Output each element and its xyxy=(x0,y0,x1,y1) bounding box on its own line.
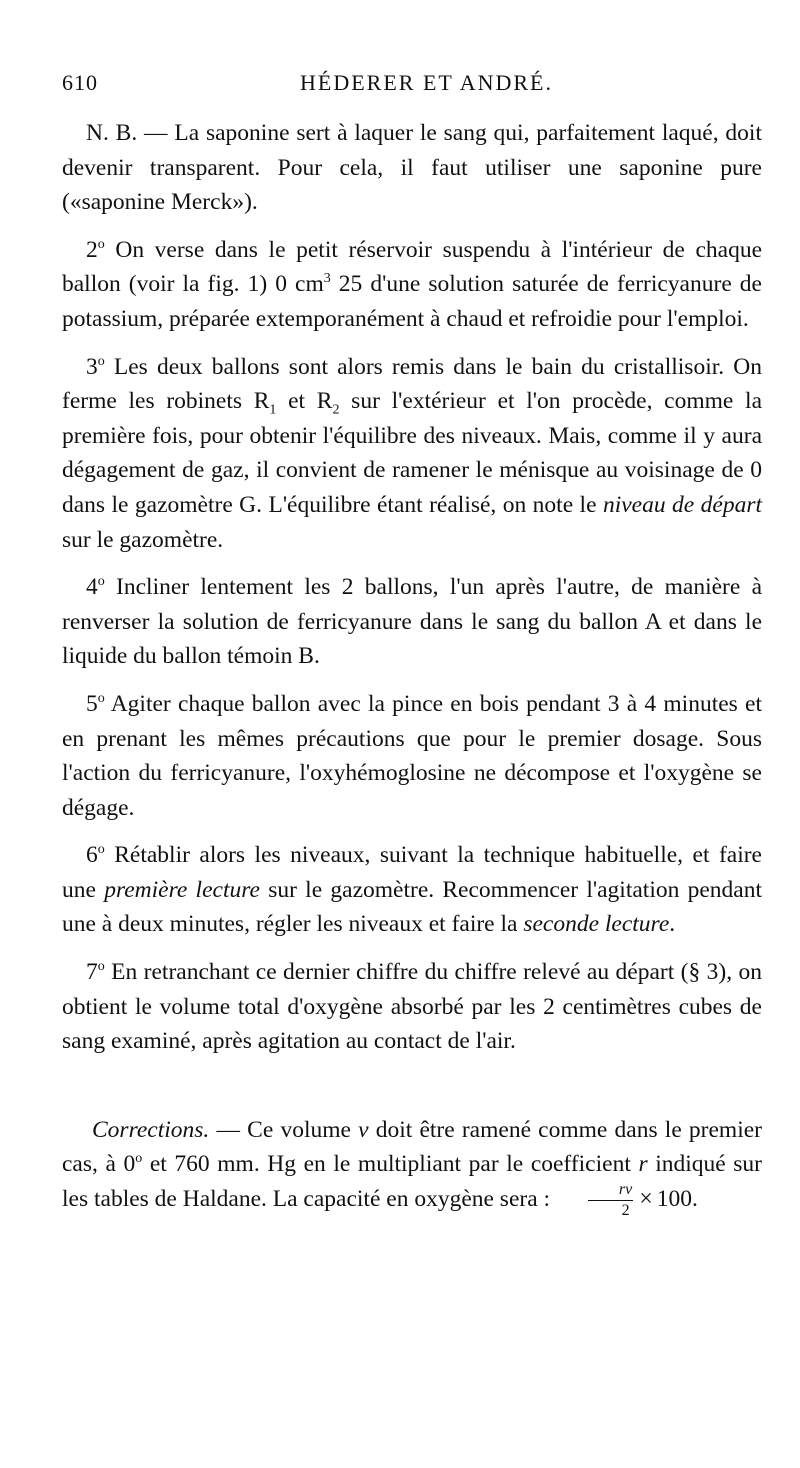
corrections-label: Corrections. xyxy=(92,1116,210,1143)
degree-sign: o xyxy=(135,1151,143,1167)
paragraph-step-5 xyxy=(62,687,762,825)
degree-sign: o xyxy=(97,691,105,707)
degree-sign: o xyxy=(97,574,105,590)
step-7-text: En retranchant ce dernier chiffre du chiffre relevé au départ (§ 3), on obtient le volume total d'oxygène absorbé par les 2 centimètres cubes de sang examiné, après agitation au contact de l'air. xyxy=(62,959,762,1055)
step-4-text: Incliner lentement les 2 ballons, l'un après l'autre, de manière à renverser la solution de ferricyanure dans le sang du ballon A et dans le liquide du ballon témoin B. xyxy=(62,574,762,670)
step-5-marker: 5 xyxy=(86,690,98,717)
running-title: HÉDERER ET ANDRÉ. xyxy=(300,70,553,95)
corrections-text-c: et 760 mm. Hg en le multipliant par le coefficient xyxy=(142,1151,639,1178)
step-2-marker: 2 xyxy=(86,236,98,263)
formula-numerator: rv xyxy=(588,1182,633,1201)
corrections-text-d: indiqué sur les tables de Haldane. La capacité en oxygène sera : xyxy=(62,1151,763,1213)
cube-exponent: 3 xyxy=(323,271,331,287)
paragraph-step-4 xyxy=(62,570,762,674)
formula-fraction xyxy=(588,1182,633,1219)
paragraph-nb xyxy=(62,116,762,220)
step-3-text-a: Les deux ballons sont alors remis dans le bain du cristallisoir. On ferme les robinets R xyxy=(62,353,762,415)
step-6-text-a: Rétablir alors les niveaux, suivant la technique habituelle, et faire une xyxy=(62,842,762,903)
degree-sign: o xyxy=(97,959,105,975)
paragraph-step-7 xyxy=(62,955,762,1059)
step-4-marker: 4 xyxy=(86,574,98,601)
nb-lead: N. B. xyxy=(86,120,138,146)
corrections-text-a: — Ce volume xyxy=(209,1116,359,1143)
paragraph-corrections xyxy=(62,1113,762,1219)
page-number: 610 xyxy=(62,70,98,95)
paragraph-step-2 xyxy=(62,233,762,337)
step-2-text-b: 25 d'une solution saturée de ferricyanure de potassium, préparée extemporanément à chaud et refroidie pour l'emploi. xyxy=(62,271,762,332)
paragraph-step-3 xyxy=(62,350,762,558)
book-page xyxy=(62,70,762,1219)
formula-denominator: 2 xyxy=(621,1202,630,1220)
degree-sign: o xyxy=(97,842,105,858)
step-3-marker: 3 xyxy=(86,353,98,380)
subscript-1: 1 xyxy=(269,402,277,418)
nb-text: — La saponine sert à laquer le sang qui, parfaitement laqué, doit devenir transparent. Pour cela, il faut utiliser une saponine pure («saponine Merck»). xyxy=(62,120,762,216)
formula-factor: 100. xyxy=(656,1186,698,1213)
step-3-text-b: et R xyxy=(276,388,333,415)
step-5-text: Agiter chaque ballon avec la pince en bois pendant 3 à 4 minutes et en prenant les mêmes précautions que pour le premier dosage. Sous l'action du ferricyanure, l'oxyhémoglosine ne décompose et l'oxygène se dégage. xyxy=(62,690,762,821)
variable-r: r xyxy=(638,1151,648,1178)
page-header xyxy=(62,70,762,104)
step-3-text-c: sur l'extérieur et l'on procède, comme la première fois, pour obtenir l'équilibre des niveaux. Mais, comme il y aura dégagement de gaz, il convient de ramener le ménisque au voisinage de 0 dans le gazomètre G. L'équilibre étant réalisé, on note le xyxy=(62,388,763,518)
degree-sign: o xyxy=(97,236,105,252)
corrections-text-b: doit être ramené comme dans le premier cas, à 0 xyxy=(62,1116,762,1178)
step-3-italic: niveau de départ xyxy=(602,491,762,518)
multiply-sign: × xyxy=(639,1186,653,1213)
paragraph-step-6 xyxy=(62,838,762,942)
step-6-italic-a: première lecture xyxy=(104,876,260,903)
step-6-text-b: sur le gazomètre. Recommencer l'agitation pendant une à deux minutes, régler les niveaux et faire la xyxy=(62,876,762,938)
degree-sign: o xyxy=(97,353,105,369)
step-3-text-d: sur le gazomètre. xyxy=(62,526,224,553)
step-6-marker: 6 xyxy=(86,842,98,869)
step-2-text-a: On verse dans le petit réservoir suspendu à l'intérieur de chaque ballon (voir la fig. 1) 0 cm xyxy=(62,236,762,298)
step-6-italic-b: seconde lecture xyxy=(523,911,670,938)
step-7-marker: 7 xyxy=(86,959,98,986)
variable-v: v xyxy=(358,1116,369,1143)
capacity-formula xyxy=(556,1182,698,1219)
subscript-2: 2 xyxy=(332,402,340,418)
step-6-text-c: . xyxy=(669,911,676,938)
